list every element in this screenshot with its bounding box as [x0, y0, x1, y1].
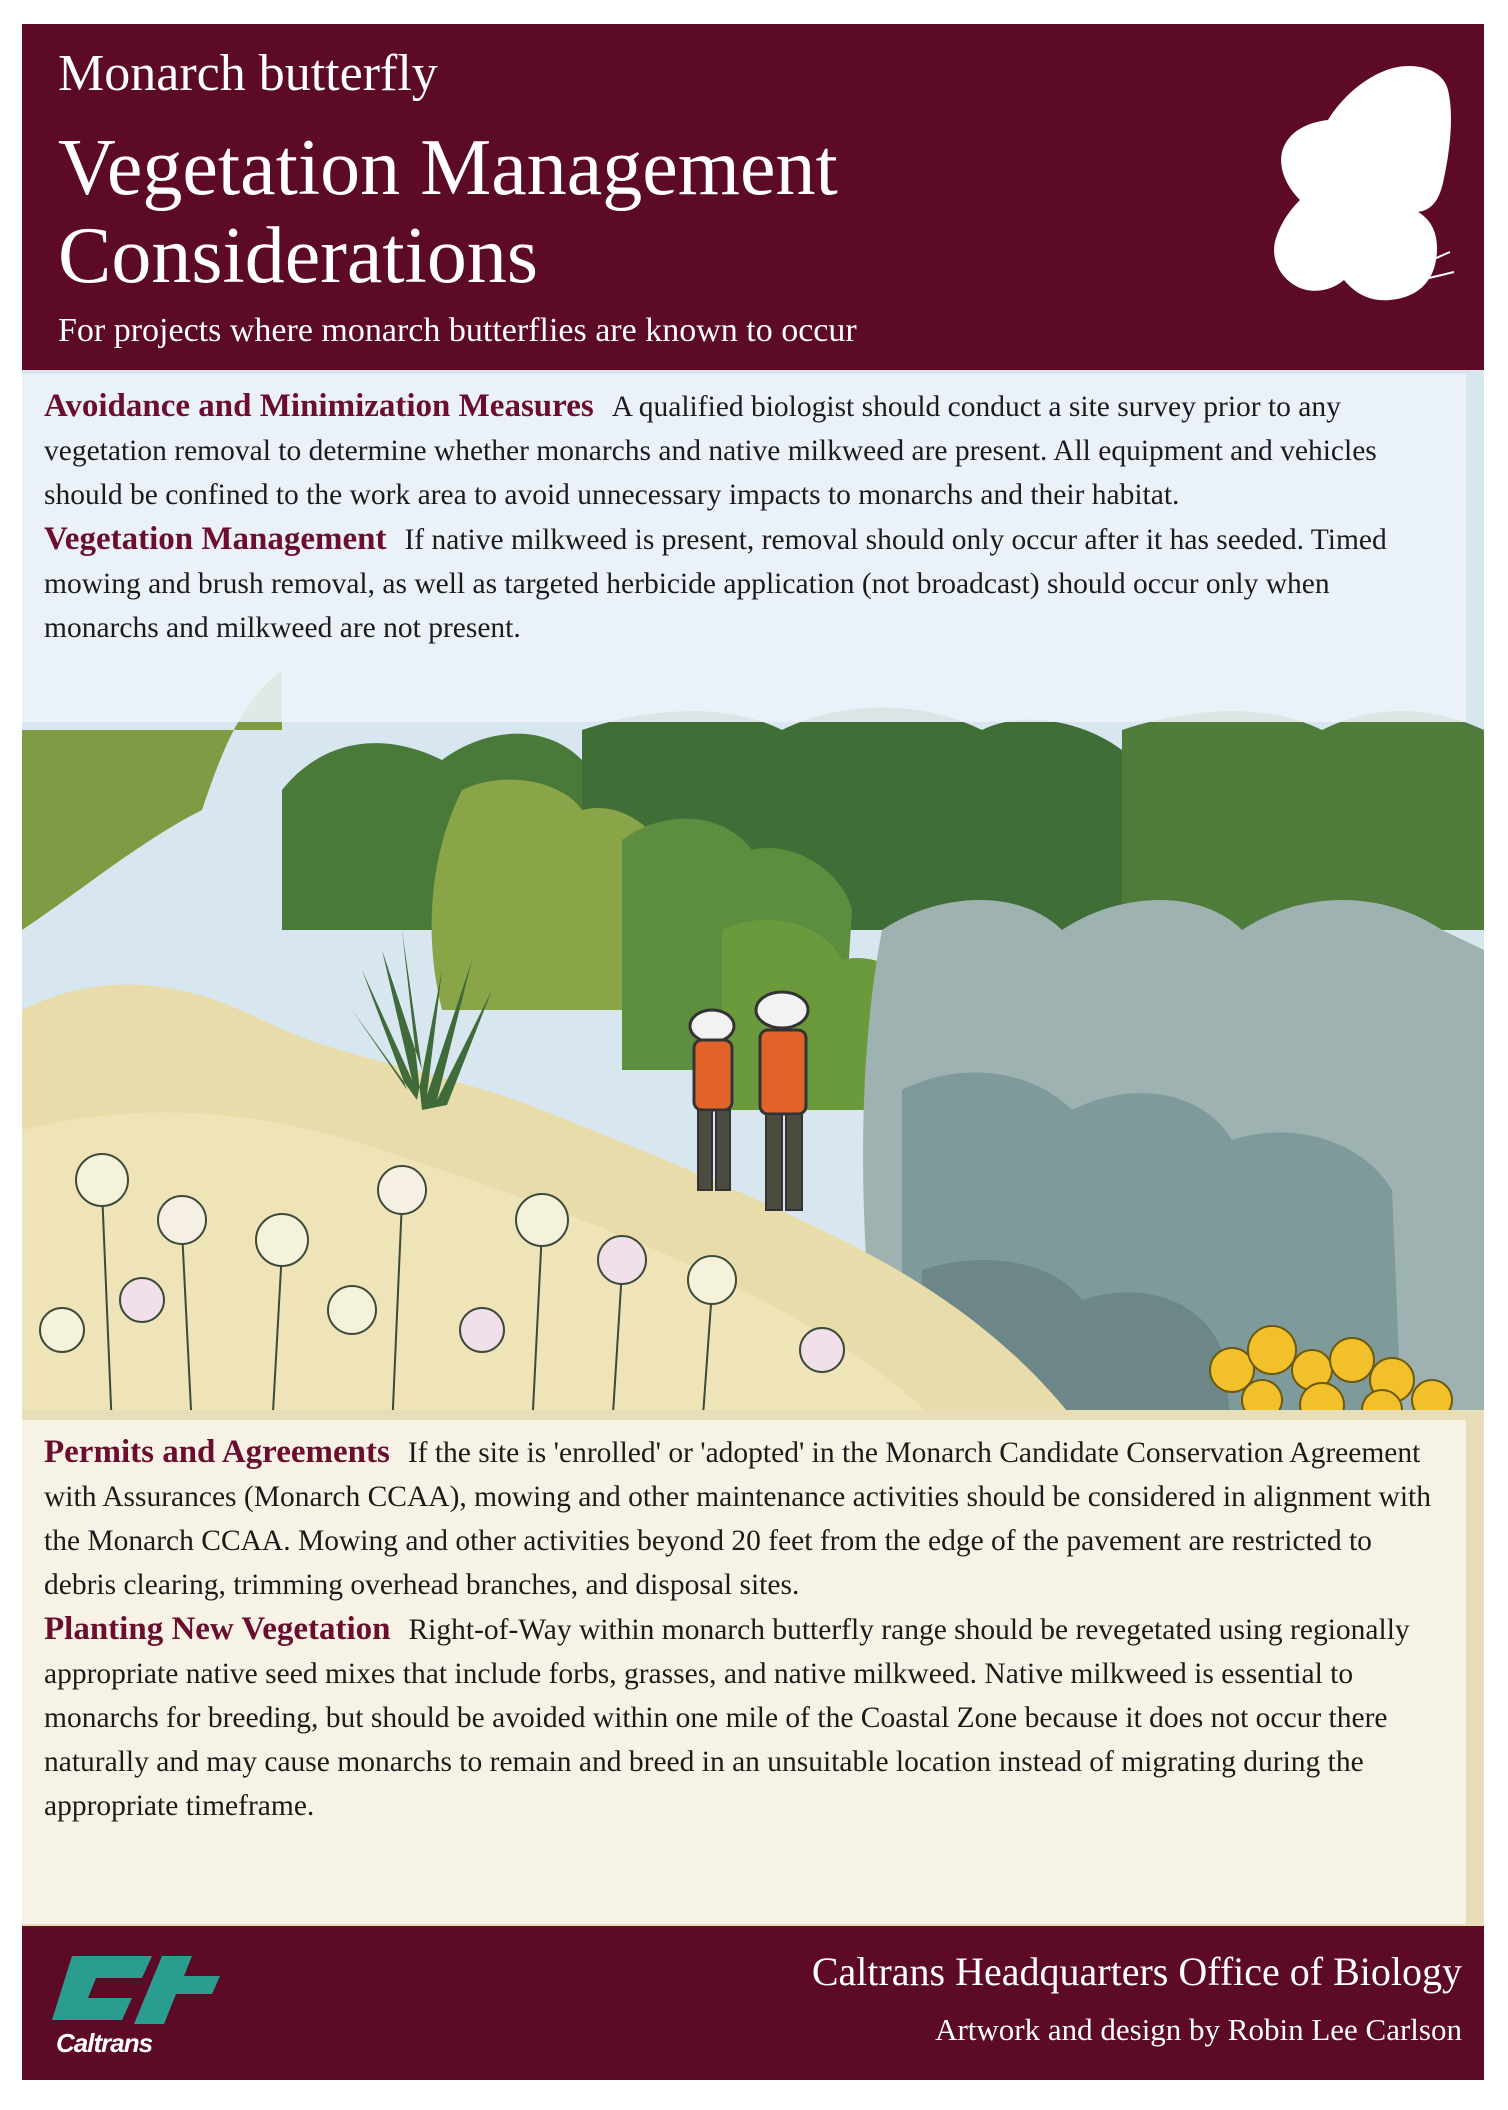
section-body: Right-of-Way within monarch butterfly range should be revegetated using regionally appropriate native seed mixes that include forbs, grasses, and native milkweed. Native milkweed is essential to monarchs for breeding, but should be avoided within one mile of the Coastal Zone because it does not occur there naturally and may cause monarchs to remain and breed in an unsuitable location instead of migrating during the appropriate timeframe. — [44, 1614, 1410, 1822]
illustration-area — [22, 370, 1484, 1926]
section-heading: Planting New Vegetation — [44, 1611, 391, 1647]
header-small-title: Monarch butterfly — [58, 45, 438, 102]
header-subtitle: For projects where monarch butterflies are known to occur — [58, 312, 857, 349]
section-heading: Permits and Agreements — [44, 1434, 390, 1470]
section-heading: Vegetation Management — [44, 521, 387, 557]
title-line-2: Considerations — [58, 212, 538, 300]
section-avoidance — [44, 384, 1444, 517]
section-body: If the site is 'enrolled' or 'adopted' in the Monarch Candidate Conservation Agreement with Assurances (Monarch CCAA), mowing and other maintenance activities should be considered in alignment with the Monarch CCAA. Mowing and other activities beyond 20 feet from the edge of the pavement are restricted to debris clearing, trimming overhead branches, and disposal sites. — [44, 1437, 1432, 1601]
footer-banner — [22, 1926, 1484, 2080]
page-title — [58, 124, 1078, 300]
section-planting — [44, 1607, 1444, 1828]
section-body: If native milkweed is present, removal should only occur after it has seeded. Timed mowing and brush removal, as well as targeted herbicide application (not broadcast) should occur only when monarchs and milkweed are not present. — [44, 524, 1387, 644]
section-heading: Avoidance and Minimization Measures — [44, 388, 594, 424]
header-banner — [22, 24, 1484, 370]
title-line-1: Vegetation Management — [58, 124, 838, 212]
caltrans-logo-text: Caltrans — [56, 2028, 153, 2058]
section-permits — [44, 1430, 1444, 1607]
butterfly-silhouette-icon — [1218, 60, 1458, 330]
text-panel-top — [22, 374, 1466, 722]
section-vegetation-management — [44, 517, 1444, 650]
section-body: A qualified biologist should conduct a site survey prior to any vegetation removal to determine whether monarchs and native milkweed are present. All equipment and vehicles should be confined to the work area to avoid unnecessary impacts to monarchs and their habitat. — [44, 391, 1377, 511]
text-panel-bottom — [22, 1420, 1466, 1924]
footer-office: Caltrans Headquarters Office of Biology — [811, 1949, 1462, 1994]
footer-credit: Artwork and design by Robin Lee Carlson — [935, 2012, 1462, 2047]
poster-frame — [22, 24, 1484, 2080]
